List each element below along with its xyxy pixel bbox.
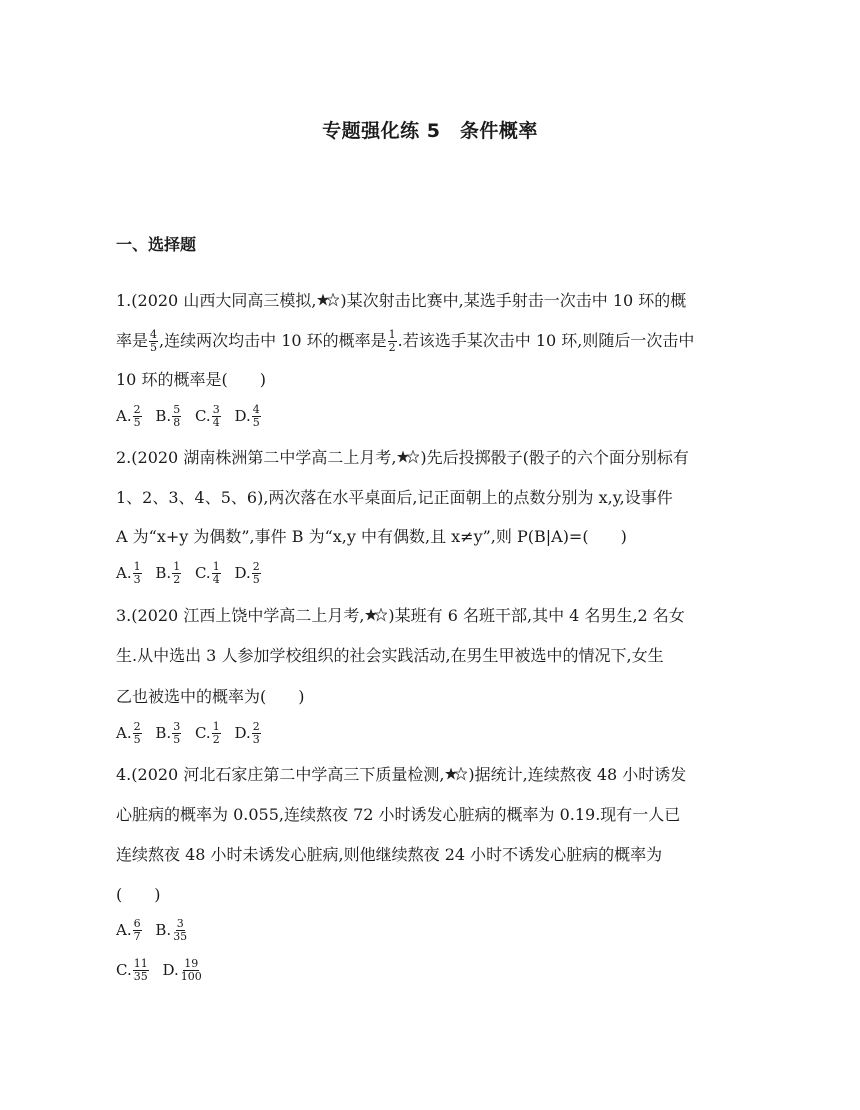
denominator: 2	[388, 341, 396, 354]
q1-option-b: B. $\frac{5}{8}$	[155, 403, 181, 429]
page-title: 专题强化练 5 条件概率	[322, 120, 538, 142]
q1-text: .若该选手某次击中 10 环,则随后一次击中	[397, 331, 695, 350]
q2-line-3: A 为“x+y 为偶数”,事件 B 为“x,y 中有偶数,且 x≠y”,则 P(B|A)=( )	[116, 527, 627, 546]
q1-source: 1.(2020 山西大同高三模拟,	[116, 291, 317, 310]
q4-option-a: A. $\frac{6}{7}$	[116, 917, 141, 943]
difficulty-star-icon	[397, 450, 419, 464]
q1-line-3: 10 环的概率是( )	[116, 370, 266, 389]
numerator: 1	[388, 328, 396, 341]
q2-option-b: B. $\frac{1}{2}$	[155, 560, 181, 586]
q3-option-c: C. $\frac{1}{2}$	[194, 720, 220, 746]
q3-source: 3.(2020 江西上饶中学高二上月考,	[116, 606, 365, 625]
q2-options	[116, 561, 270, 586]
q2-option-c: C. $\frac{1}{4}$	[194, 560, 220, 586]
q4-text: )据统计,连续熬夜 48 小时诱发	[468, 765, 687, 784]
q4-option-d: D. $\frac{19}{100}$	[162, 957, 202, 983]
q4-options-row-2	[116, 958, 212, 983]
q2-source: 2.(2020 湖南株洲第二中学高二上月考,	[116, 448, 397, 467]
q4-option-c: C. $\frac{11}{35}$	[116, 957, 148, 983]
q2-line-1	[116, 448, 689, 468]
q3-line-3: 乙也被选中的概率为( )	[116, 687, 305, 706]
denominator: 5	[150, 341, 158, 354]
q1-text: 率是	[116, 331, 149, 350]
q1-option-a: A. $\frac{2}{5}$	[116, 403, 141, 429]
q1-line-1	[116, 291, 686, 311]
q3-option-a: A. $\frac{2}{5}$	[116, 720, 141, 746]
q3-option-b: B. $\frac{3}{5}$	[155, 720, 181, 746]
section-heading: 一、选择题	[116, 235, 197, 254]
q3-options	[116, 721, 270, 746]
fraction	[149, 329, 158, 354]
difficulty-star-icon	[317, 293, 339, 307]
q1-text: ,连续两次均击中 10 环的概率是	[159, 331, 387, 350]
q2-option-d: D. $\frac{2}{5}$	[234, 560, 260, 586]
difficulty-star-icon	[445, 767, 467, 781]
q2-text: )先后投掷骰子(骰子的六个面分别标有	[420, 448, 689, 467]
q4-options-row-1	[116, 918, 197, 943]
q1-option-c: C. $\frac{3}{4}$	[194, 403, 220, 429]
numerator: 4	[150, 328, 158, 341]
q1-options	[116, 404, 270, 429]
fraction	[388, 329, 397, 354]
q4-source: 4.(2020 河北石家庄第二中学高三下质量检测,	[116, 765, 445, 784]
q1-line-2	[116, 329, 694, 354]
q3-text: )某班有 6 名班干部,其中 4 名男生,2 名女	[388, 606, 685, 625]
q1-text: )某次射击比赛中,某选手射击一次击中 10 环的概	[340, 291, 687, 310]
q3-line-1	[116, 606, 685, 626]
q4-line-2: 心脏病的概率为 0.055,连续熬夜 72 小时诱发心脏病的概率为 0.19.现有一人已	[116, 805, 681, 824]
difficulty-star-icon	[365, 608, 387, 622]
q3-line-2: 生.从中选出 3 人参加学校组织的社会实践活动,在男生甲被选中的情况下,女生	[116, 646, 664, 665]
q3-option-d: D. $\frac{2}{3}$	[234, 720, 260, 746]
q4-option-b: B. $\frac{3}{35}$	[155, 917, 188, 943]
q4-line-3: 连续熬夜 48 小时未诱发心脏病,则他继续熬夜 24 小时不诱发心脏病的概率为	[116, 845, 663, 864]
q2-option-a: A. $\frac{1}{3}$	[116, 560, 141, 586]
q1-option-d: D. $\frac{4}{5}$	[234, 403, 260, 429]
q4-line-1	[116, 765, 686, 785]
q2-line-2: 1、2、3、4、5、6),两次落在水平桌面后,记正面朝上的点数分别为 x,y,设事件	[116, 488, 673, 507]
q4-line-4: ( )	[116, 885, 161, 904]
